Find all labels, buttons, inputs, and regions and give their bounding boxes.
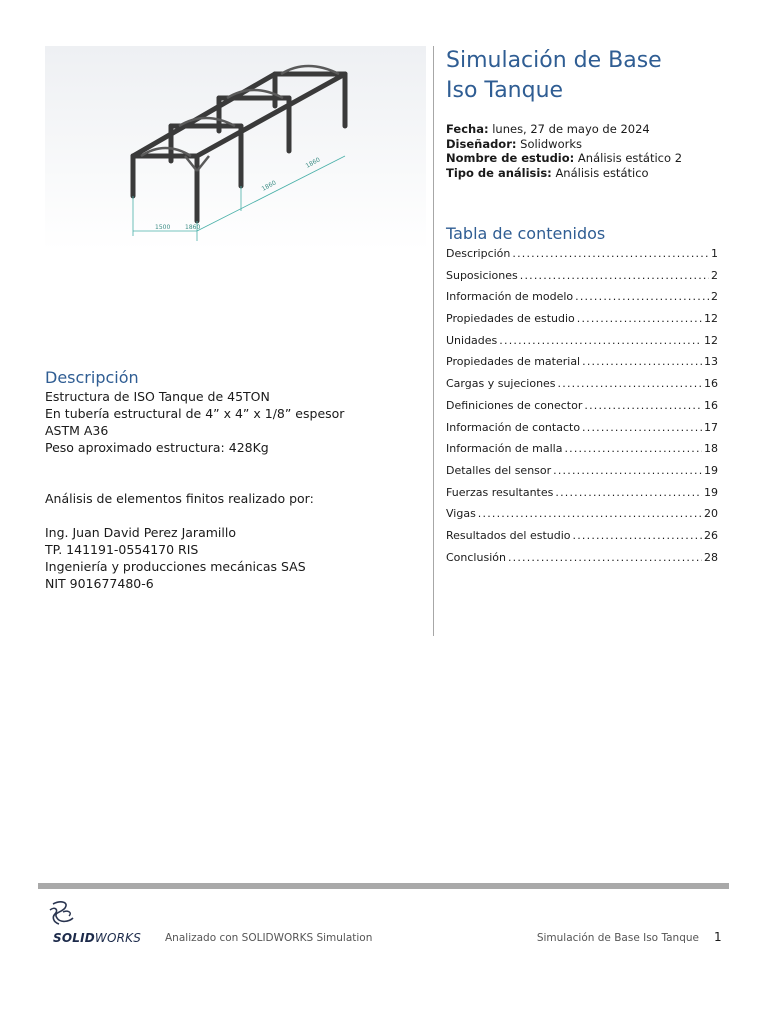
toc-item[interactable] xyxy=(446,417,718,439)
analysis-type-label: Tipo de análisis: xyxy=(446,165,552,180)
footer-document-name: Simulación de Base Iso Tanque xyxy=(536,932,699,944)
description-line xyxy=(45,456,425,473)
description-body xyxy=(45,388,425,592)
date-row xyxy=(446,122,682,137)
toc-item[interactable] xyxy=(446,351,718,373)
toc-item[interactable] xyxy=(446,373,718,395)
toc-leader-dots xyxy=(499,330,702,352)
toc-item-page: 12 xyxy=(704,333,718,347)
analysis-type-value: Análisis estático xyxy=(555,165,649,180)
toc-item-page: 19 xyxy=(704,463,718,477)
toc-item-page: 18 xyxy=(704,442,718,456)
study-metadata xyxy=(446,122,682,180)
document-title: Simulación de Base Iso Tanque xyxy=(446,48,662,103)
description-line: TP. 141191-0554170 RIS xyxy=(45,542,199,557)
analysis-type-row xyxy=(446,166,682,181)
toc-item[interactable] xyxy=(446,547,718,569)
description-line: ASTM A36 xyxy=(45,423,109,438)
toc-item-page: 12 xyxy=(704,312,718,326)
description-line: Análisis de elementos finitos realizado por: xyxy=(45,491,314,506)
toc-leader-dots xyxy=(478,503,702,525)
dimension-label: 1500 xyxy=(155,224,171,231)
toc-leader-dots xyxy=(508,547,702,569)
toc-leader-dots xyxy=(582,351,702,373)
toc-leader-dots xyxy=(512,243,709,265)
description-line: En tubería estructural de 4” x 4” x 1/8” espesor xyxy=(45,406,345,421)
toc-leader-dots xyxy=(555,482,702,504)
toc-item[interactable] xyxy=(446,438,718,460)
toc-title: Tabla de contenidos xyxy=(446,224,606,243)
toc-item[interactable] xyxy=(446,243,718,265)
solidworks-wordmark: SOLIDWORKS xyxy=(53,931,142,945)
description-line: Ing. Juan David Perez Jaramillo xyxy=(45,525,236,540)
toc-leader-dots xyxy=(577,308,702,330)
toc-item-page: 2 xyxy=(711,268,718,282)
designer-label: Diseñador: xyxy=(446,136,517,151)
toc-item-page: 26 xyxy=(704,528,718,542)
toc-item-label: Información de modelo xyxy=(446,290,574,304)
toc-item-label: Vigas xyxy=(446,507,476,521)
footer-page-number: 1 xyxy=(714,930,722,944)
toc-leader-dots xyxy=(564,438,702,460)
toc-item-page: 13 xyxy=(704,355,718,369)
toc-item[interactable] xyxy=(446,265,718,287)
description-line xyxy=(45,473,425,490)
toc-item-label: Información de contacto xyxy=(446,420,581,434)
toc-leader-dots xyxy=(582,417,702,439)
toc-item-label: Descripción xyxy=(446,247,511,260)
frame-structure-drawing xyxy=(45,46,426,251)
dimension-label: 1860 xyxy=(260,179,278,193)
toc-item-label: Detalles del sensor xyxy=(446,463,552,477)
toc-item-page: 16 xyxy=(704,398,718,412)
toc-item-label: Propiedades de estudio xyxy=(446,312,575,326)
study-name-row xyxy=(446,151,682,166)
toc-item-label: Unidades xyxy=(446,333,498,347)
study-name-value: Análisis estático 2 xyxy=(577,151,683,165)
table-of-contents xyxy=(446,243,718,568)
dimension-label: 1860 xyxy=(304,156,322,170)
description-line: NIT 901677480-6 xyxy=(45,576,154,591)
toc-item[interactable] xyxy=(446,308,718,330)
toc-item-page: 17 xyxy=(704,420,718,434)
date-value: lunes, 27 de mayo de 2024 xyxy=(492,122,650,136)
toc-item-label: Conclusión xyxy=(446,550,506,564)
designer-value: Solidworks xyxy=(520,136,582,151)
description-title: Descripción xyxy=(45,368,139,387)
solidworks-logo xyxy=(45,900,155,948)
toc-item-page: 19 xyxy=(704,485,718,499)
toc-leader-dots xyxy=(553,460,702,482)
toc-item-page: 20 xyxy=(704,507,718,521)
toc-item[interactable] xyxy=(446,330,718,352)
toc-item-label: Cargas y sujeciones xyxy=(446,377,556,391)
toc-item-label: Fuerzas resultantes xyxy=(446,485,554,499)
toc-item[interactable] xyxy=(446,525,718,547)
toc-item-label: Resultados del estudio xyxy=(446,528,571,542)
date-label: Fecha: xyxy=(446,122,489,136)
toc-item-page: 2 xyxy=(711,290,718,304)
description-line xyxy=(45,507,425,524)
footer-rule xyxy=(38,883,729,889)
toc-item[interactable] xyxy=(446,482,718,504)
toc-item[interactable] xyxy=(446,503,718,525)
toc-item-page: 28 xyxy=(704,550,718,564)
column-divider xyxy=(433,46,434,636)
dimension-label: 1860 xyxy=(185,224,201,231)
ds-logo-icon xyxy=(47,900,77,928)
study-name-label: Nombre de estudio: xyxy=(446,151,575,165)
toc-item-label: Definiciones de conector xyxy=(446,398,583,412)
description-line: Ingeniería y producciones mecánicas SAS xyxy=(45,559,306,574)
description-line: Estructura de ISO Tanque de 45TON xyxy=(45,389,270,404)
designer-row xyxy=(446,137,682,152)
toc-leader-dots xyxy=(520,265,709,287)
toc-item-label: Propiedades de material xyxy=(446,355,581,369)
toc-item[interactable] xyxy=(446,460,718,482)
toc-item-page: 16 xyxy=(704,377,718,391)
toc-leader-dots xyxy=(558,373,702,395)
toc-leader-dots xyxy=(575,286,709,308)
toc-leader-dots xyxy=(584,395,702,417)
description-line: Peso aproximado estructura: 428Kg xyxy=(45,440,269,455)
footer-analyzed-with: Analizado con SOLIDWORKS Simulation xyxy=(165,932,373,944)
toc-item-label: Información de malla xyxy=(446,442,563,456)
model-render-image xyxy=(45,46,426,251)
toc-leader-dots xyxy=(573,525,702,547)
toc-item[interactable] xyxy=(446,395,718,417)
toc-item[interactable] xyxy=(446,286,718,308)
toc-item-label: Suposiciones xyxy=(446,268,518,282)
toc-item-page: 1 xyxy=(711,247,718,260)
